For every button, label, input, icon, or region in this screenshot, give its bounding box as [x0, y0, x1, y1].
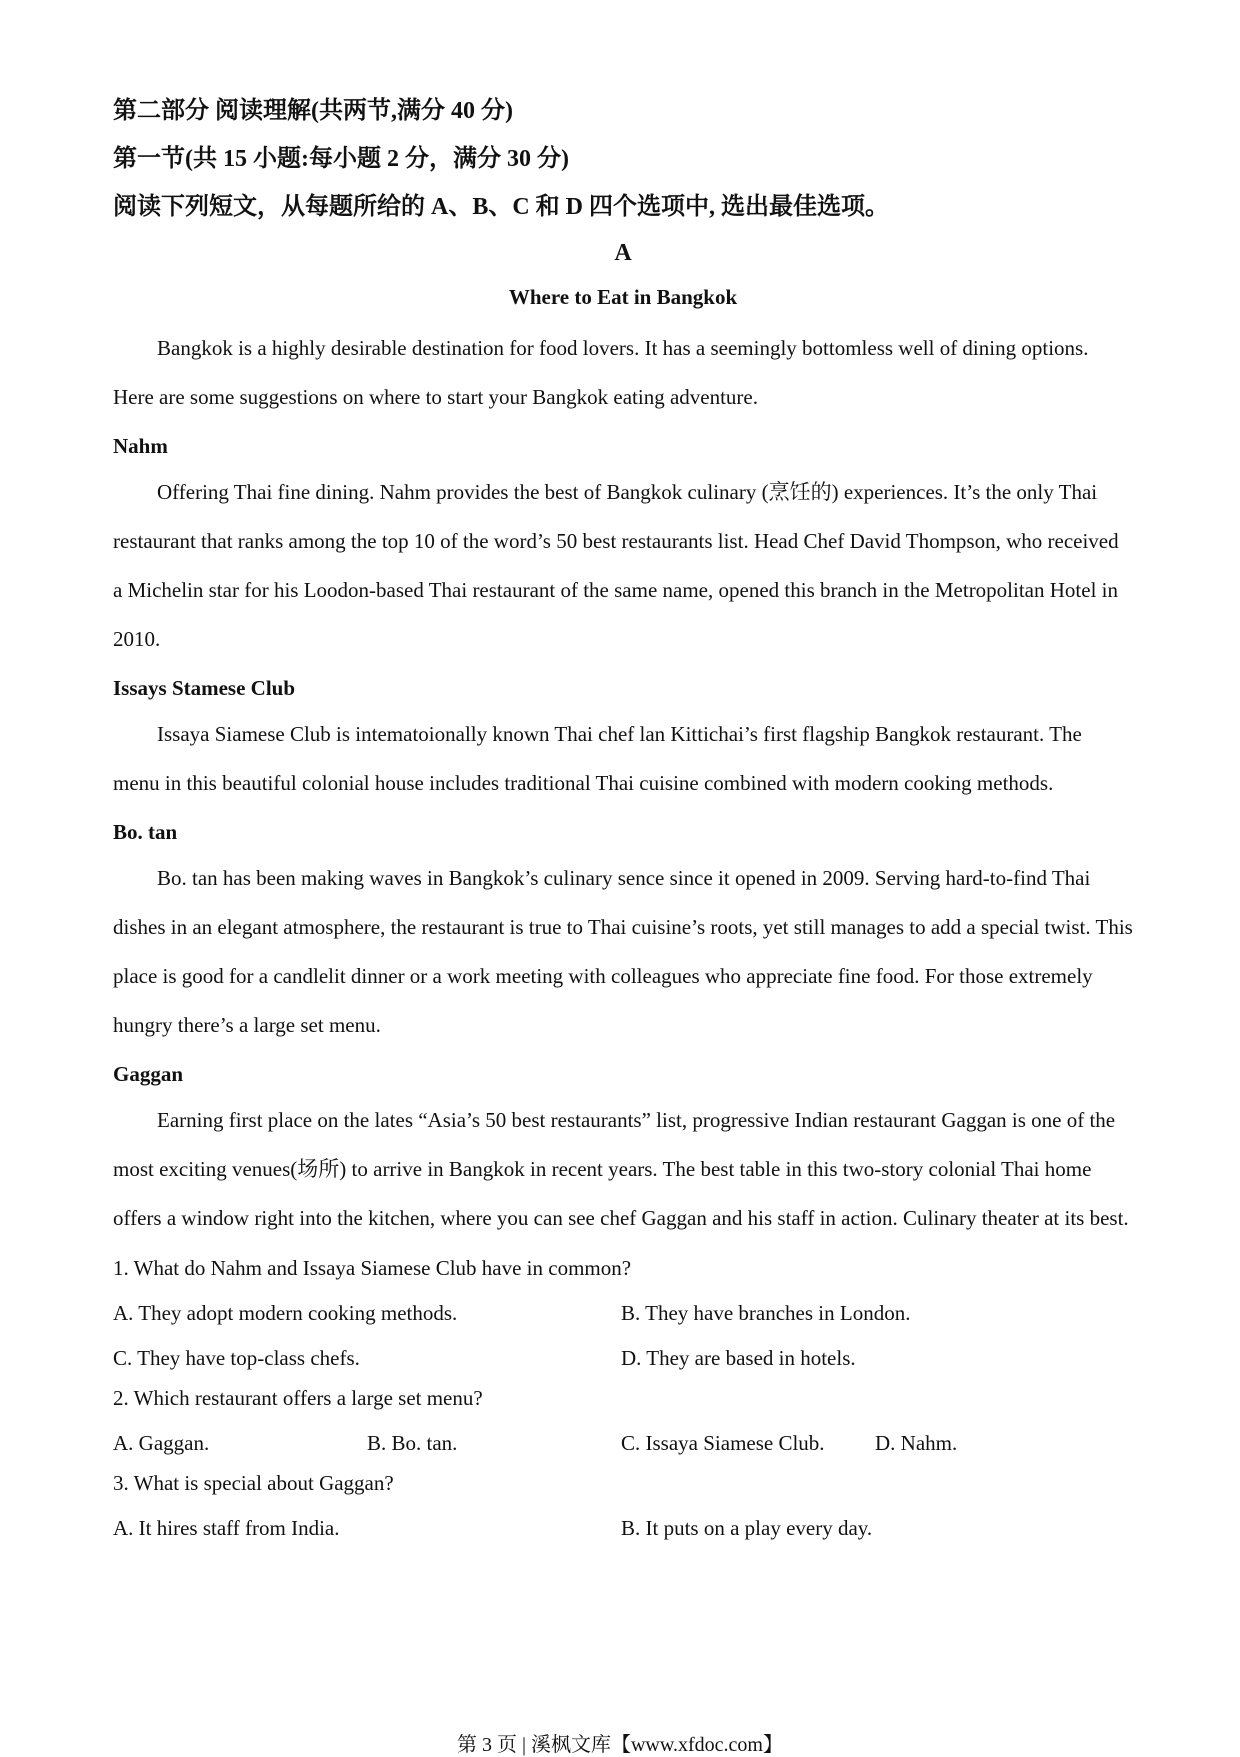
question-3: 3. What is special about Gaggan?: [113, 1471, 394, 1495]
restaurant-text-gaggan: Earning first place on the lates “Asia’s 50 best restaurants” list, progressive Indian restaurant Gaggan is one of the most exciting venues(场所) to arrive in Bangkok in recent years. The best table in this two-story colonial Thai home offers a window right into the kitchen, where you can see chef Gaggan and his staff in action. Culinary theater at its best.: [113, 1108, 1129, 1230]
intro-paragraph: Bangkok is a highly desirable destination for food lovers. It has a seemingly bottomless well of dining options. Here are some suggestions on where to start your Bangkok eating adventure.: [113, 336, 1089, 409]
option-d: D. Nahm.: [875, 1431, 958, 1455]
restaurant-heading-issaya: Issays Stamese Club: [113, 676, 296, 700]
passage-title: Where to Eat in Bangkok: [508, 285, 738, 309]
restaurant-heading-botan: Bo. tan: [113, 820, 178, 844]
restaurant-text-nahm: Offering Thai fine dining. Nahm provides the best of Bangkok culinary (烹饪的) experiences. It’s the only Thai restaurant that ranks among the top 10 of the word’s 50 best restaurants list. Head Chef David Thompson, who received a Michelin star for his Loodon-based Thai restaurant of the same name, opened this branch in the Metropolitan Hotel in 2010.: [113, 480, 1119, 651]
section-heading: 第一节(共 15 小题:每小题 2 分，满分 30 分): [113, 146, 569, 172]
passage-letter: A: [614, 240, 632, 266]
option-d: D. They are based in hotels.: [621, 1346, 856, 1370]
exam-page: [113, 96, 1133, 1543]
restaurant-text-issaya: Issaya Siamese Club is intematoionally known Thai chef lan Kittichai’s first flagship Bangkok restaurant. The menu in this beautiful colonial house includes traditional Thai cuisine combined with modern cooking methods.: [113, 722, 1082, 795]
part-heading: 第二部分 阅读理解(共两节,满分 40 分): [113, 98, 513, 124]
question-1: 1. What do Nahm and Issaya Siamese Club have in common?: [113, 1256, 632, 1280]
option-c: C. They have top-class chefs.: [113, 1346, 360, 1370]
restaurant-heading-nahm: Nahm: [113, 434, 168, 458]
restaurant-text-botan: Bo. tan has been making waves in Bangkok’s culinary sence since it opened in 2009. Serving hard-to-find Thai dishes in an elegant atmosphere, the restaurant is true to Thai cuisine’s roots, yet still manages to add a special twist. This place is good for a candlelit dinner or a work meeting with colleagues who appreciate fine food. For those extremely hungry there’s a large set menu.: [113, 866, 1133, 1037]
question-1-options-row-2: [113, 1343, 1133, 1373]
option-b: B. It puts on a play every day.: [621, 1516, 873, 1540]
page-footer: 第 3 页 | 溪枫文库【www.xfdoc.com】: [456, 1734, 783, 1756]
option-b: B. They have branches in London.: [621, 1301, 911, 1325]
question-2: 2. Which restaurant offers a large set menu?: [113, 1386, 483, 1410]
restaurant-heading-gaggan: Gaggan: [113, 1062, 184, 1086]
option-a: A. They adopt modern cooking methods.: [113, 1301, 458, 1325]
option-c: C. Issaya Siamese Club.: [621, 1431, 825, 1455]
question-3-options: [113, 1513, 1133, 1543]
question-2-options: [113, 1428, 1133, 1458]
option-b: B. Bo. tan.: [367, 1431, 458, 1455]
question-1-options-row-1: [113, 1298, 1133, 1328]
option-a: A. It hires staff from India.: [113, 1516, 340, 1540]
instructions: 阅读下列短文，从每题所给的 A、B、C 和 D 四个选项中, 选出最佳选项。: [113, 194, 890, 220]
option-a: A. Gaggan.: [113, 1431, 210, 1455]
